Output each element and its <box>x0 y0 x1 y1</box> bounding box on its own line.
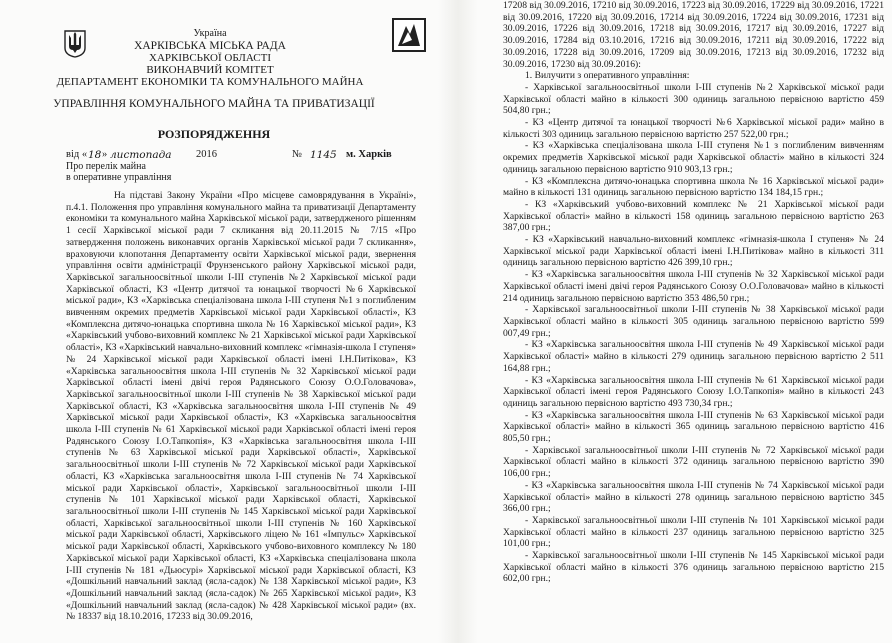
doc-number: 1145 <box>310 149 337 161</box>
right-column <box>503 0 884 585</box>
list-item: - КЗ «Харківська загальноосвітня школа І-ІІІ ступенів № 74 Харківської міської ради Харківської області» майно в кількості 278 одиниць загальною первісною вартістю 345 366,00 грн.; <box>503 479 884 515</box>
list-item: - КЗ «Харківський учбово-виховний комплекс № 21 Харківської міської ради Харківської області» майно в кількості 158 одиниць загальною первісною вартістю 263 387,00 грн.; <box>503 198 884 234</box>
section-heading: 1. Вилучити з оперативного управління: <box>525 70 690 82</box>
place-label: м. Харків <box>346 149 392 160</box>
date-month: листопада <box>110 149 172 161</box>
city-council-label: ХАРКІВСЬКА МІСЬКА РАДА <box>134 40 286 52</box>
list-item: - КЗ «Харківська спеціалізована школа І-ІІІ ступеня №1 з поглибленим вивченням окремих предметів Харківської міської ради Харківської області» майно в кількості 324 одиниць загальною первісною вартістю 910 903,13 грн.; <box>503 140 884 175</box>
list-item: - КЗ «Харківська загальноосвітня школа І-ІІІ ступенів № 63 Харківської міської ради Харківської області» майно в кількості 365 одиниць загальною первісною вартістю 416 805,50 грн.; <box>503 409 884 445</box>
subject-line-2: в оперативне управління <box>66 172 172 183</box>
date-close-quote: » <box>102 149 108 160</box>
list-item: - Харківської загальноосвітньої школи І-ІІІ ступенів № 145 Харківської міської ради Харківської області майно в кількості 376 одиниць загальною первісною вартістю 215 602,00 грн.; <box>503 550 884 585</box>
oblast-label: ХАРКІВСЬКОЇ ОБЛАСТІ <box>149 52 271 64</box>
list-item: - КЗ «Харківська загальноосвітня школа І-ІІІ ступенів № 49 Харківської міської ради Харківської області» майно в кількості 279 одиниць загальною первісною вартістю 2 511 164,88 грн.; <box>503 339 884 374</box>
list-item: - КЗ «Центр дитячої та юнацької творчості №6 Харківської міської ради» майно в кількості 303 одиниць загальною первісною вартістю 257 522,00 грн.; <box>503 117 884 140</box>
body-paragraph: На підставі Закону України «Про місцеве самоврядування в Україні», п.4.1. Положення про управління комунального майна та приватизації Департаменту економіки та комунального майна Харківської міської ради, затвердженого рішенням 1 сесії Харківської міської ради 7 скликання від 20.11.2015 № 7/15 «Про затвердження положень виконавчих органів Харківської міської ради 7 скликання», враховуючи клопотання Департаменту освіти Харківської міської ради, звернення управління освіти адміністрації Фрунзенського району Харківської міської ради, Харківської загальноосвітньої школи І-ІІІ ступенів №2 Харківської міської ради Харківської області, КЗ «Центр дитячої та юнацької творчості №6 Харківської міської ради», КЗ «Харківська спеціалізована школа І-ІІІ ступеня №1 з поглибленим вивченням окремих предметів Харківської міської ради Харківської області», КЗ «Комплексна дитячо-юнацька спортивна школа № 16 Харківської міської ради», КЗ «Харківський учбово-виховний комплекс № 21 Харківської міської ради Харківської області», КЗ «Харківський навчально-виховний комплекс «гімназія-школа І ступеня» № 24 Харківської міської ради Харківської області імені І.Н.Питікова», КЗ «Харківська загальноосвітня школа І-ІІІ ступенів № 32 Харківської міської ради Харківської області імені двічі героя Радянського Союзу О.О.Головачова», Харківської загальноосвітньої школи І-ІІІ ступенів № 38 Харківської міської ради Харківської області, КЗ «Харківська загальноосвітня школа І-ІІІ ступенів № 49 Харківської міської ради Харківської області», КЗ «Харківська загальноосвітня школа І-ІІІ ступенів № 61 Харківської міської ради Харківської області імені героя Радянського Союзу І.О.Тапкопія», КЗ «Харківська загальноосвітня школа І-ІІІ ступенів № 63 Харківської міської ради Харківської області», Харківської загальноосвітньої школи І-ІІІ ступенів № 72 Харківської міської ради Харківської області, КЗ «Харківська загальноосвітня школа І-ІІІ ступенів № 74 Харківської міської ради Харківської області», Харківської загальноосвітньої школи І-ІІІ ступенів № 101 Харківської міської ради Харківської області, Харківської загальноосвітньої школи І-ІІІ ступенів № 145 Харківської міської ради Харківської області, Харківської загальноосвітньої школи І-ІІІ ступенів № 160 Харківської міської ради Харківської області, Харківського ліцею № 161 «Імпульс» Харківської міської ради Харківської області, Харківського учбово-виховного комплексу № 180 Харківської міської ради Харківської області, КЗ «Харківська спеціалізована школа І-ІІІ ступенів № 181 «Дьюсурі» Харківської міської ради Харківської області, КЗ «Дошкільний навчальний заклад (ясла-садок) № 138 Харківської міської ради», КЗ «Дошкільний навчальний заклад (ясла-садок) № 265 Харківської міської ради», КЗ «Дошкільний навчальний заклад (ясла-садок) № 428 Харківської міської ради» (вх. № 18337 від 18.10.2016, 17233 від 30.09.2016, <box>66 190 416 623</box>
country-label: Україна <box>193 28 227 39</box>
page-gutter <box>438 0 478 643</box>
list-item: - Харківської загальноосвітньої школи І-ІІІ ступенів № 101 Харківської міської ради Харківської області майно в кількості 237 одиниць загальною первісною вартістю 325 101,00 грн.; <box>503 514 884 550</box>
committee-label: ВИКОНАВЧИЙ КОМІТЕТ <box>146 64 274 76</box>
date-from-label: від « <box>66 149 88 160</box>
directorate-title: УПРАВЛІННЯ КОМУНАЛЬНОГО МАЙНА ТА ПРИВАТИЗАЦІЇ <box>53 98 375 110</box>
body-text <box>66 190 416 623</box>
list-item: - КЗ «Харківська загальноосвітня школа І-ІІІ ступенів № 61 Харківської міської ради Харківської області імені героя Радянського Союзу І.О.Тапкопія» майно в кількості 243 одиниць загальною первісною вартістю 493 730,34 грн.; <box>503 374 884 409</box>
list-item: - Харківської загальноосвітньої школи І-ІІІ ступенів №2 Харківської міської ради Харківської області майно в кількості 300 одиниць загальною первісною вартістю 459 504,80 грн.; <box>503 81 884 117</box>
subject <box>66 161 171 183</box>
list-item: - Харківської загальноосвітньої школи І-ІІІ ступенів № 38 Харківської міської ради Харківської області майно в кількості 305 одиниць загальною первісною вартістю 599 007,49 грн.; <box>503 304 884 339</box>
reference-continuation: 17208 від 30.09.2016, 17210 від 30.09.2016, 17223 від 30.09.2016, 17229 від 30.09.2016, 17221 від 30.09.2016, 17220 від 30.09.2016, 17214 від 30.09.2016, 17224 від 30.09.2016, 17231 від 30.09.2016, 17226 від 30.09.2016, 17218 від 30.09.2016, 17217 від 30.09.2016, 17227 від 30.09.2016, 17284 від 03.10.2016, 17216 від 30.09.2016, 17211 від 30.09.2016, 17222 від 30.09.2016, 17228 від 30.09.2016, 17209 від 30.09.2016, 17213 від 30.09.2016, 17232 від 30.09.2016, 17230 від 30.09.2016): <box>503 0 884 70</box>
kharkiv-logo-icon <box>392 18 426 52</box>
list-item: - КЗ «Харківська загальноосвітня школа І-ІІІ ступенів № 32 Харківської міської ради Харківської області імені двічі героя Радянського Союзу О.О.Головачова» майно в кількості 214 одиниць загальною первісною вартістю 353 486,50 грн.; <box>503 269 884 304</box>
list-item: - Харківської загальноосвітньої школи І-ІІІ ступенів № 72 Харківської міської ради Харківської області майно в кількості 372 одиниць загальною первісною вартістю 390 106,00 грн.; <box>503 444 884 480</box>
date-day: 18 <box>88 149 102 161</box>
doc-type-title: РОЗПОРЯДЖЕННЯ <box>157 127 271 141</box>
date-year: 2016 <box>196 149 217 160</box>
letterhead <box>30 28 390 88</box>
subject-line-1: Про перелік майна <box>66 161 146 172</box>
department-label: ДЕПАРТАМЕНТ ЕКОНОМІКИ ТА КОМУНАЛЬНОГО МАЙНА <box>56 76 364 88</box>
list-item: - КЗ «Комплексна дитячо-юнацька спортивна школа № 16 Харківської міської ради» майно в кількості 131 одиниць загальною первісною вартістю 134 184,15 грн.; <box>503 175 884 199</box>
list-item: - КЗ «Харківський навчально-виховний комплекс «гімназія-школа І ступеня» № 24 Харківської міської ради Харківської області імені І.Н.Питікова» майно в кількості 311 одиниць загальною первісною вартістю 426 399,10 грн.; <box>503 234 884 269</box>
doc-number-label: № <box>292 149 303 160</box>
